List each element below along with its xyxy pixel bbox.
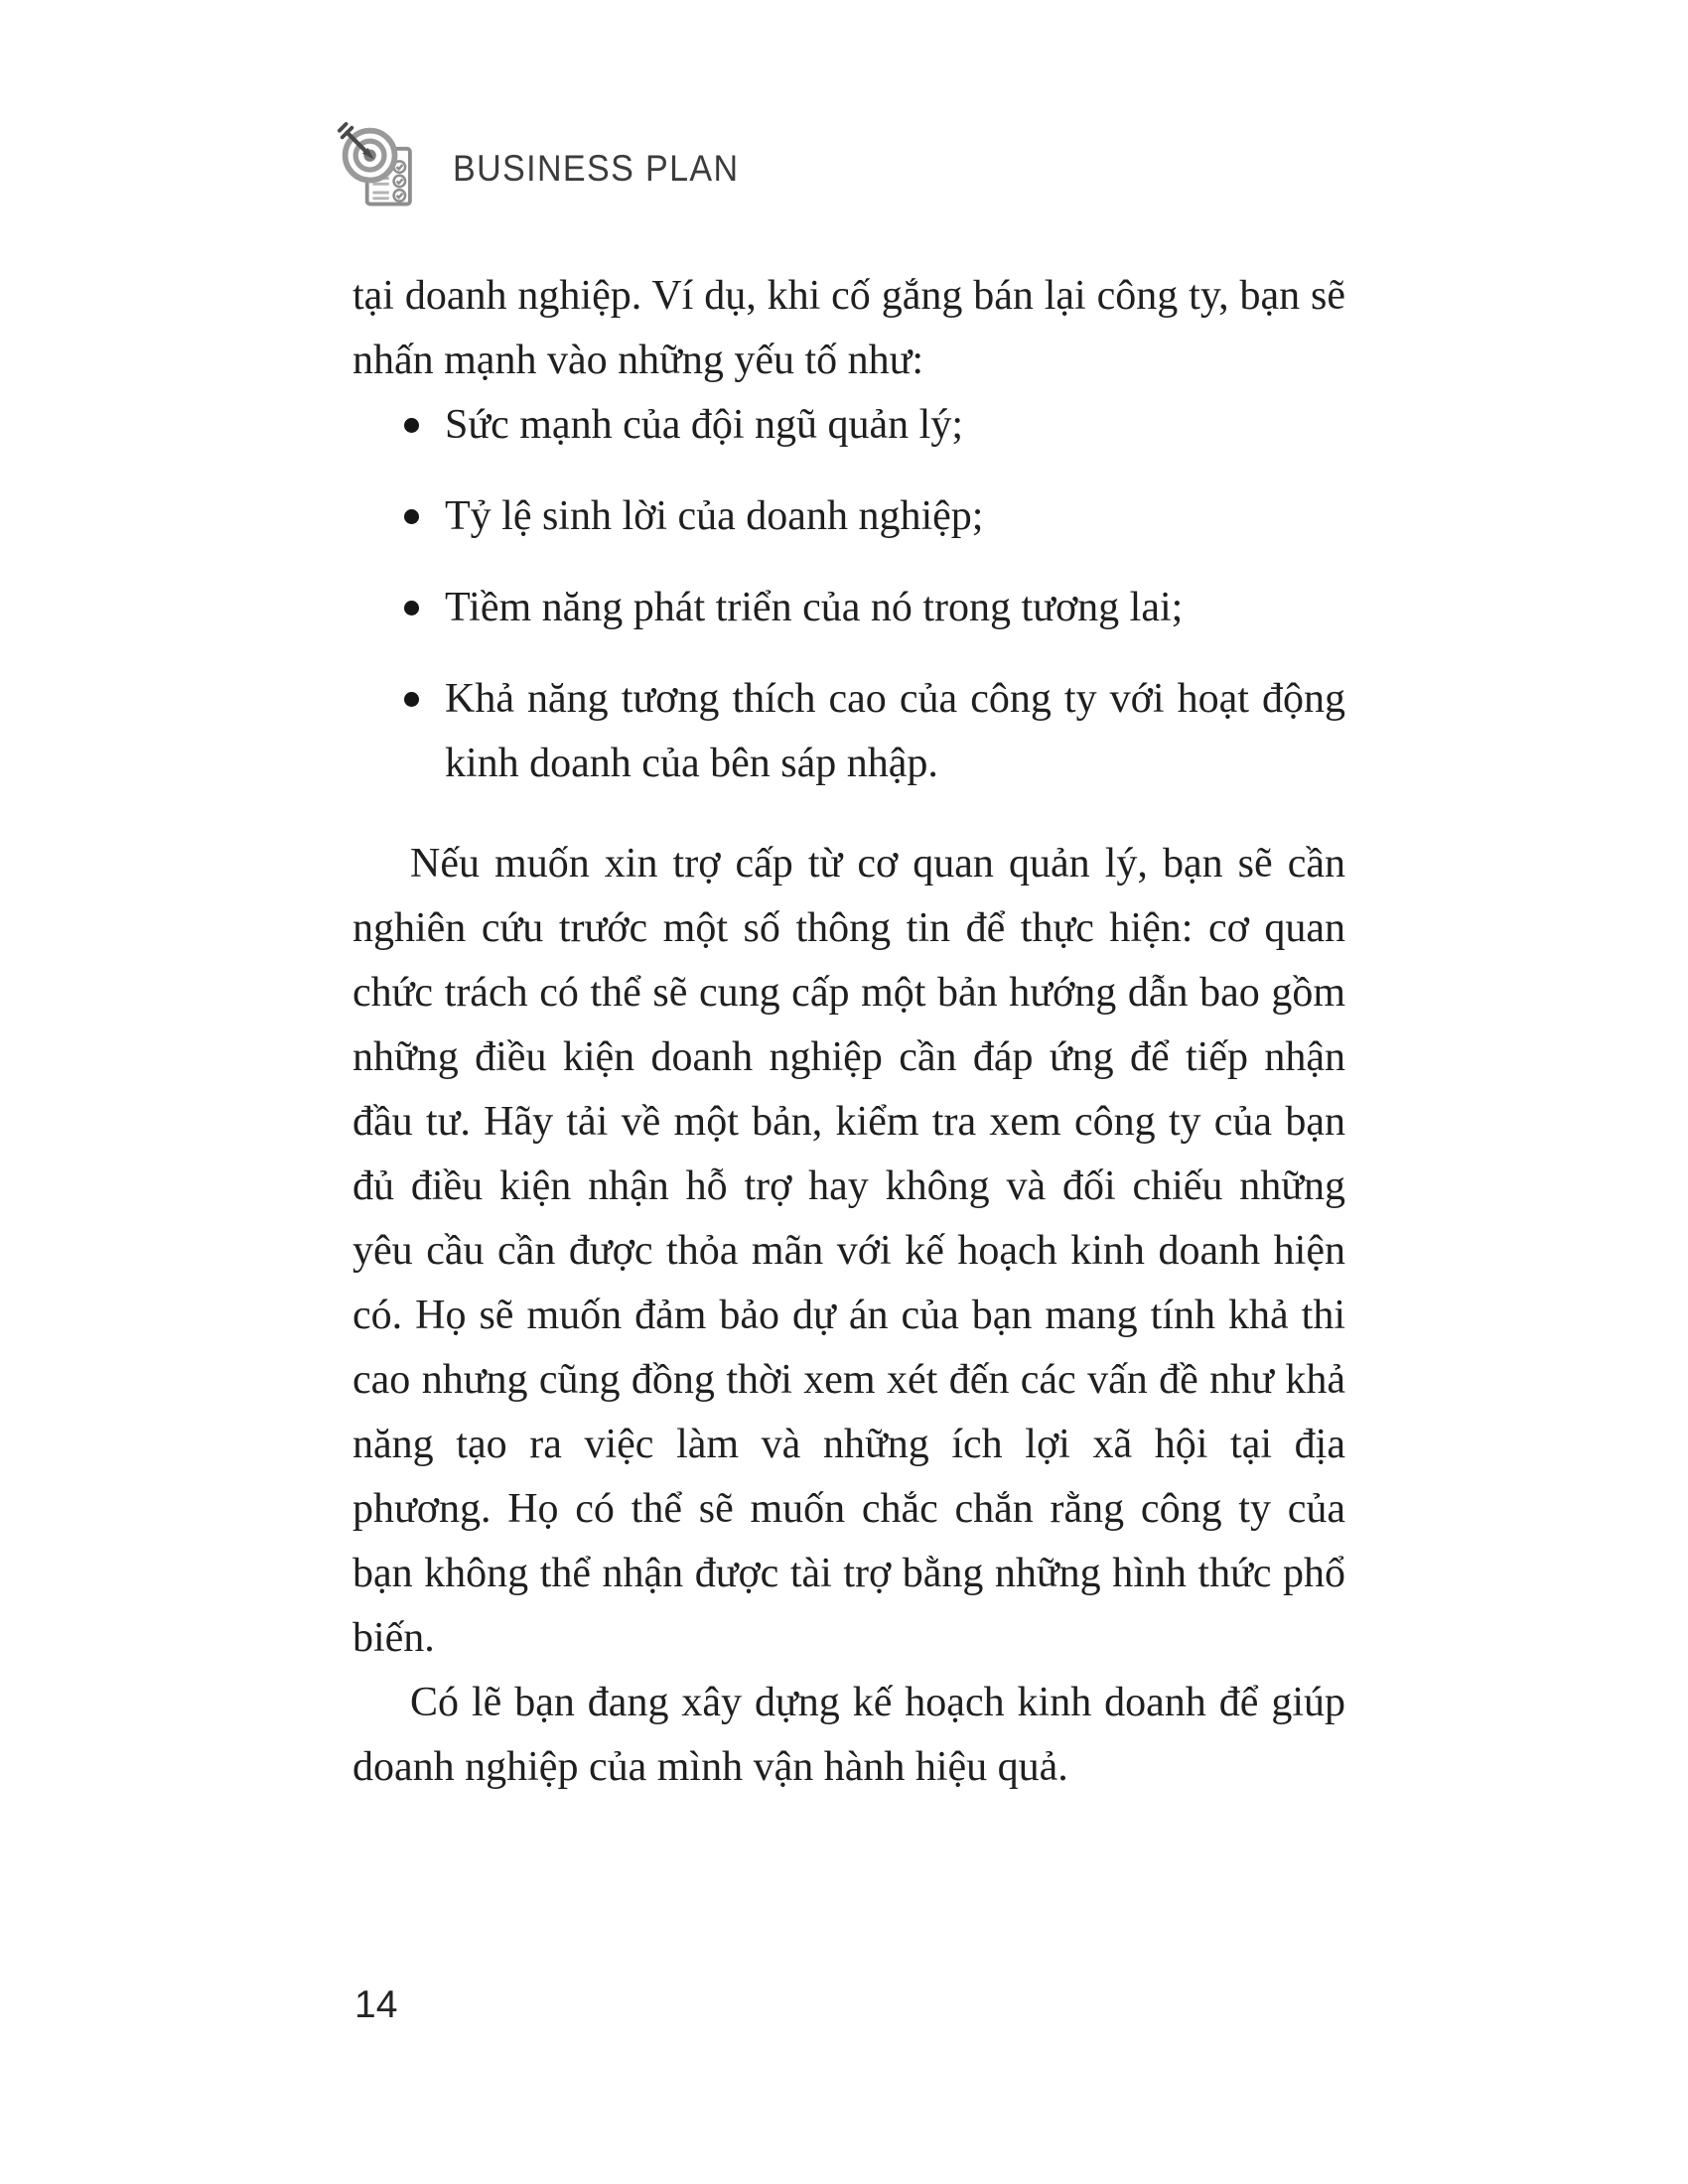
list-item [352, 393, 1345, 458]
highlight-factors-list [352, 393, 1345, 796]
list-item [352, 667, 1345, 796]
target-checklist-icon [336, 121, 431, 216]
bullet-icon [404, 418, 419, 433]
list-item-text: Tỷ lệ sinh lời của doanh nghiệp; [445, 493, 984, 539]
paragraph-closing: Có lẽ bạn đang xây dựng kế hoạch kinh doanh để giúp doanh nghiệp của mình vận hành hiệu quả. [352, 1680, 1345, 1790]
list-item [352, 484, 1345, 549]
list-item [352, 576, 1345, 640]
paragraph-intro: tại doanh nghiệp. Ví dụ, khi cố gắng bán lại công ty, bạn sẽ nhấn mạnh vào những yếu tố như: [352, 273, 1345, 383]
paragraph-grant: Nếu muốn xin trợ cấp từ cơ quan quản lý, bạn sẽ cần nghiên cứu trước một số thông tin để thực hiện: cơ quan chức trách có thể sẽ cung cấp một bản hướng dẫn bao gồm những điều kiện doanh nghiệp cần đáp ứng để tiếp nhận đầu tư. Hãy tải về một bản, kiểm tra xem công ty của bạn đủ điều kiện nhận hỗ trợ hay không và đối chiếu những yêu cầu cần được thỏa mãn với kế hoạch kinh doanh hiện có. Họ sẽ muốn đảm bảo dự án của bạn mang tính khả thi cao nhưng cũng đồng thời xem xét đến các vấn đề như khả năng tạo ra việc làm và những ích lợi xã hội tại địa phương. Họ có thể sẽ muốn chắc chắn rằng công ty của bạn không thể nhận được tài trợ bằng những hình thức phổ biến. [352, 841, 1345, 1661]
bullet-icon [404, 601, 419, 615]
page-number: 14 [354, 1983, 398, 2026]
list-item-text: Tiềm năng phát triển của nó trong tương lai; [445, 585, 1184, 630]
list-item-text: Sức mạnh của đội ngũ quản lý; [445, 402, 964, 448]
bullet-icon [404, 509, 419, 524]
bullet-icon [404, 692, 419, 707]
page-body [352, 264, 1345, 1800]
header-title: BUSINESS PLAN [453, 148, 740, 189]
page-header [336, 121, 765, 216]
list-item-text: Khả năng tương thích cao của công ty với hoạt động kinh doanh của bên sáp nhập. [445, 676, 1345, 786]
